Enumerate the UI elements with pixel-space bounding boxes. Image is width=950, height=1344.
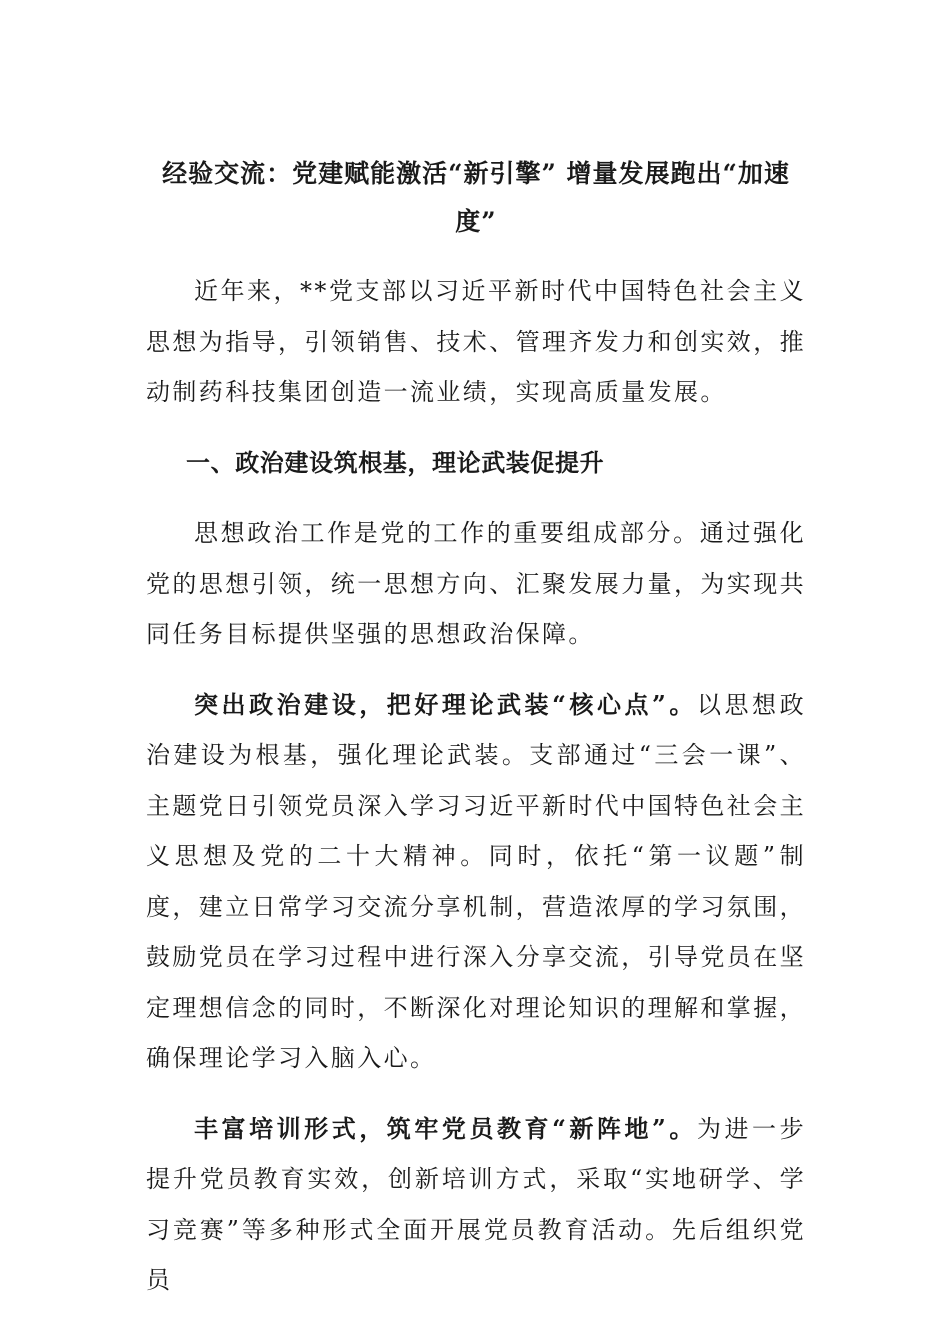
item-paragraph-new-front <box>146 1104 806 1306</box>
item-paragraph-core-point <box>146 680 806 1084</box>
intro-paragraph: 近年来，**党支部以习近平新时代中国特色社会主义思想为指导，引领销售、技术、管理齐发力和创实效，推动制药科技集团创造一流业绩，实现高质量发展。 <box>146 277 806 406</box>
document-title: 经验交流：党建赋能激活“新引擎” 增量发展跑出“加速度” <box>162 159 790 236</box>
item-lead: 突出政治建设，把好理论武装“核心点”。 <box>194 689 697 719</box>
item-lead: 丰富培训形式，筑牢党员教育“新阵地”。 <box>194 1113 697 1143</box>
item-body: 为进一步提升党员教育实效，创新培训方式，采取“实地研学、学习竞赛”等多种形式全面开展党员教育活动。先后组织党员 <box>146 1114 806 1294</box>
item-body: 以思想政治建设为根基，强化理论武装。支部通过“三会一课”、主题党日引领党员深入学习习近平新时代中国特色社会主义思想及党的二十大精神。同时，依托“第一议题”制度，建立日常学习交流分享机制，营造浓厚的学习氛围，鼓励党员在学习过程中进行深入分享交流，引导党员在坚定理想信念的同时，不断深化对理论知识的理解和掌握，确保理论学习入脑入心。 <box>146 690 806 1072</box>
section-heading: 一、政治建设筑根基，理论武装促提升 <box>186 447 605 477</box>
document-page <box>146 150 806 1326</box>
section-paragraph: 思想政治工作是党的工作的重要组成部分。通过强化党的思想引领，统一思想方向、汇聚发展力量，为实现共同任务目标提供坚强的思想政治保障。 <box>146 519 806 648</box>
